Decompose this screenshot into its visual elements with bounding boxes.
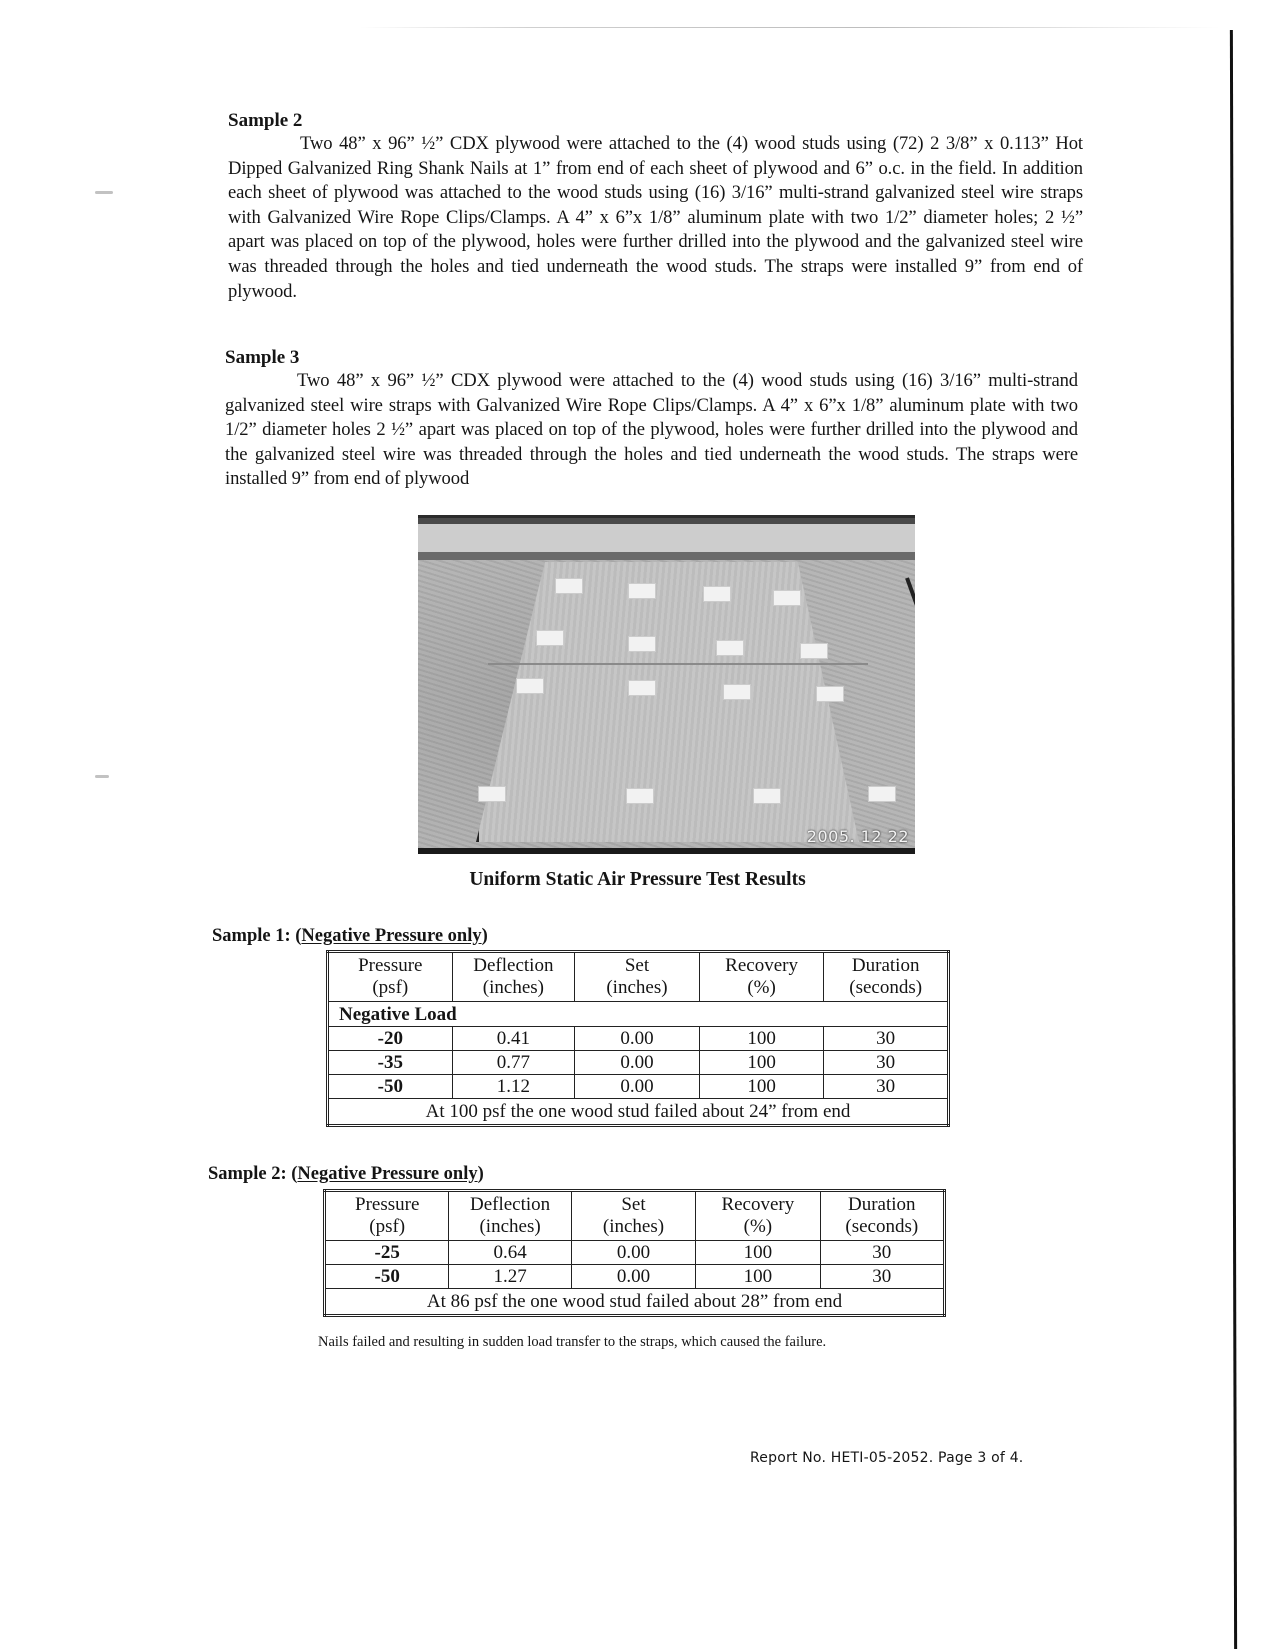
photo-plate-tag (555, 578, 583, 594)
table-row (325, 1241, 945, 1265)
photo-plate-tag (628, 680, 656, 696)
photo-plate-tag (773, 590, 801, 606)
cell-set: 0.00 (575, 1027, 700, 1051)
cell-pressure: -20 (328, 1027, 453, 1051)
sample-2-heading: Sample 2 (228, 110, 303, 131)
table-2-label-underlined: Negative Pressure only (297, 1164, 478, 1184)
cell-recovery: 100 (699, 1027, 824, 1051)
col-header-deflection: Deflection (inches) (449, 1191, 571, 1241)
cell-set: 0.00 (571, 1265, 695, 1289)
scan-mark (95, 191, 113, 194)
photo-plate-tag (703, 586, 731, 602)
cell-deflection: 0.77 (452, 1051, 575, 1075)
page-edge-line (1230, 30, 1237, 1649)
col-header-set: Set (inches) (575, 952, 700, 1002)
results-table-sample-1 (326, 950, 950, 1127)
cell-recovery: 100 (699, 1051, 824, 1075)
group-label-negative-load: Negative Load (328, 1002, 949, 1027)
sample-2-section (228, 110, 1083, 304)
photo-ledge (418, 518, 915, 560)
col-header-deflection: Deflection (inches) (452, 952, 575, 1002)
table-row (325, 1265, 945, 1289)
cell-recovery: 100 (696, 1265, 820, 1289)
table-row (328, 1075, 949, 1099)
cell-pressure: -50 (325, 1265, 449, 1289)
cell-deflection: 0.64 (449, 1241, 571, 1265)
cell-duration: 30 (824, 1051, 949, 1075)
cell-deflection: 1.27 (449, 1265, 571, 1289)
col-header-recovery: Recovery (%) (696, 1191, 820, 1241)
table-group-row (328, 1002, 949, 1027)
table-1-label-suffix: ) (481, 926, 488, 946)
col-header-pressure: Pressure (psf) (328, 952, 453, 1002)
photo-plate-tag (723, 684, 751, 700)
cell-set: 0.00 (575, 1075, 700, 1099)
photo-plywood-panel (476, 562, 859, 842)
scan-mark (95, 775, 109, 778)
col-header-duration: Duration (seconds) (824, 952, 949, 1002)
failure-note: At 86 psf the one wood stud failed about 28” from end (325, 1289, 945, 1316)
cell-deflection: 0.41 (452, 1027, 575, 1051)
col-header-pressure: Pressure (psf) (325, 1191, 449, 1241)
table-2-label-prefix: Sample 2: ( (208, 1164, 298, 1184)
cell-set: 0.00 (575, 1051, 700, 1075)
cell-recovery: 100 (696, 1241, 820, 1265)
photo-plate-tag (478, 786, 506, 802)
photo-frame-strut (905, 577, 915, 813)
col-header-recovery: Recovery (%) (699, 952, 824, 1002)
cell-duration: 30 (820, 1265, 944, 1289)
photo-plate-tag (753, 788, 781, 804)
table-1-label (212, 925, 488, 947)
table-note-row (325, 1289, 945, 1316)
photo-date-stamp: 2005. 12 22 (806, 827, 909, 846)
photo-plate-tag (800, 643, 828, 659)
sample-2-description: Two 48” x 96” ½” CDX plywood were attached to the (4) wood studs using (72) 2 3/8” x 0.113” Hot Dipped Galvanized Ring Shank Nails at 1” from end of each sheet of plywood and 6” o.c. in the field. In addition each sheet of plywood was attached to the wood studs using (16) 3/16” multi-strand galvanized steel wire straps with Galvanized Wire Rope Clips/Clamps. A 4” x 6”x 1/8” aluminum plate with two 1/2” diameter holes; 2 ½” apart was placed on top of the plywood, holes were further drilled into the plywood and the galvanized steel wire was threaded through the holes and tied underneath the wood studs. The straps were installed 9” from end of plywood. (228, 133, 1083, 302)
sample-3-heading: Sample 3 (225, 347, 300, 368)
photo-plate-tag (516, 678, 544, 694)
report-footer: Report No. HETI-05-2052. Page 3 of 4. (750, 1450, 1024, 1466)
table-row (328, 1051, 949, 1075)
cell-duration: 30 (824, 1027, 949, 1051)
cell-duration: 30 (824, 1075, 949, 1099)
table-row (328, 1027, 949, 1051)
sample-3-description: Two 48” x 96” ½” CDX plywood were attached to the (4) wood studs using (16) 3/16” multi-strand galvanized steel wire straps with Galvanized Wire Rope Clips/Clamps. A 4” x 6”x 1/8” aluminum plate with two 1/2” diameter holes 2 ½” apart was placed on top of the plywood, holes were further drilled into the plywood and the galvanized steel wire was threaded through the holes and tied underneath the wood studs. The straps were installed 9” from end of plywood (225, 370, 1078, 490)
results-table-sample-2 (323, 1189, 946, 1317)
photo-plate-tag (716, 640, 744, 656)
scan-artifact-top (360, 27, 1220, 28)
cell-pressure: -35 (328, 1051, 453, 1075)
table-1-label-underlined: Negative Pressure only (301, 926, 482, 946)
table-header-row (328, 952, 949, 1002)
cell-duration: 30 (820, 1241, 944, 1265)
col-header-duration: Duration (seconds) (820, 1191, 944, 1241)
cell-set: 0.00 (571, 1241, 695, 1265)
col-header-set: Set (inches) (571, 1191, 695, 1241)
photo-plate-tag (628, 636, 656, 652)
specimen-photo (418, 515, 915, 854)
failure-note: At 100 psf the one wood stud failed about 24” from end (328, 1099, 949, 1126)
cell-deflection: 1.12 (452, 1075, 575, 1099)
table-1-label-prefix: Sample 1: ( (212, 926, 302, 946)
table-2-label (208, 1163, 484, 1185)
sample-3-section (225, 347, 1078, 492)
table-2-label-suffix: ) (477, 1164, 484, 1184)
cell-pressure: -25 (325, 1241, 449, 1265)
cell-pressure: -50 (328, 1075, 453, 1099)
photo-plate-tag (868, 786, 896, 802)
photo-plate-tag (628, 583, 656, 599)
photo-plate-tag (816, 686, 844, 702)
failure-footnote: Nails failed and resulting in sudden load transfer to the straps, which caused the failure. (318, 1334, 827, 1350)
table-note-row (328, 1099, 949, 1126)
results-title: Uniform Static Air Pressure Test Results (469, 869, 806, 890)
photo-plate-tag (536, 630, 564, 646)
photo-plate-tag (626, 788, 654, 804)
photo-panel-seam (488, 663, 868, 665)
table-header-row (325, 1191, 945, 1241)
cell-recovery: 100 (699, 1075, 824, 1099)
